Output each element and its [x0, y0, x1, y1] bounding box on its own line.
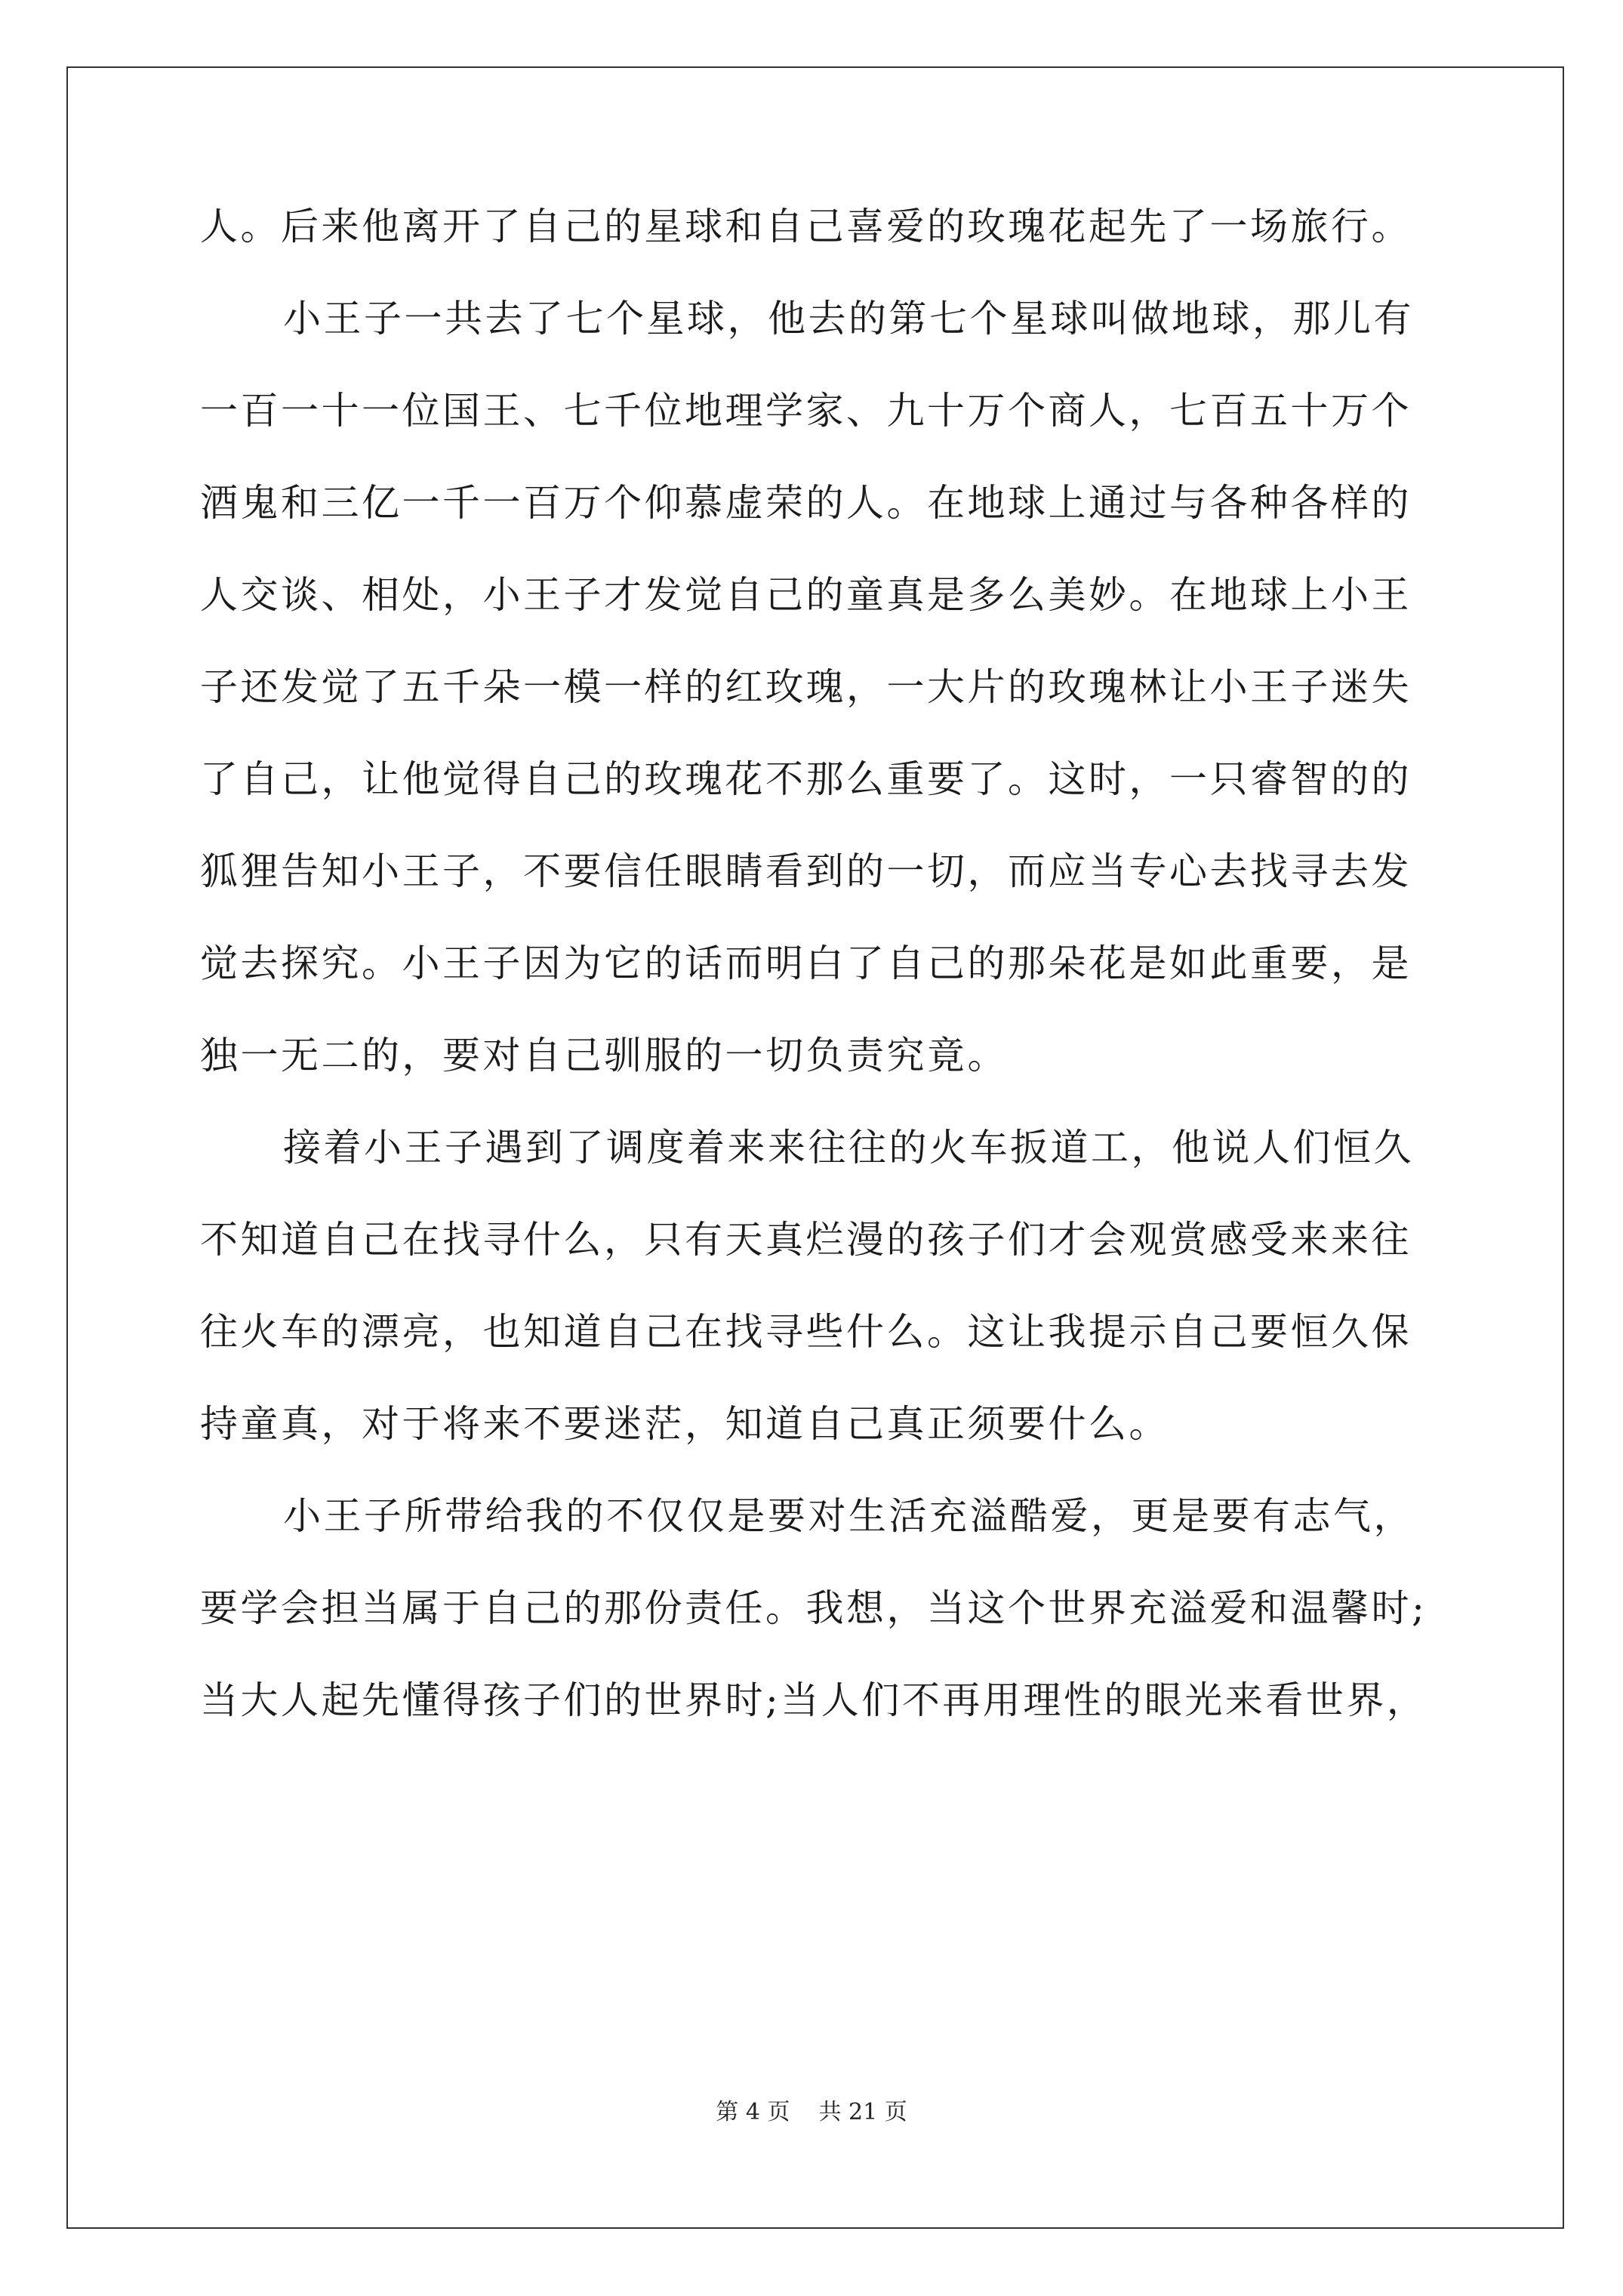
- text-line: 往火车的漂亮，也知道自己在找寻些什么。这让我提示自己要恒久保: [200, 1310, 1412, 1354]
- text-line: 要学会担当属于自己的那份责任。我想，当这个世界充溢爱和温馨时;: [200, 1586, 1427, 1630]
- text-line: 人。后来他离开了自己的星球和自己喜爱的玫瑰花起先了一场旅行。: [200, 205, 1412, 248]
- text-line: 人交谈、相处，小王子才发觉自己的童真是多么美妙。在地球上小王: [200, 573, 1412, 617]
- text-line: 小王子一共去了七个星球，他去的第七个星球叫做地球，那儿有: [283, 297, 1414, 341]
- total-pages: 共 21 页: [818, 2099, 907, 2125]
- text-line: 当大人起先懂得孩子们的世界时;当人们不再用理性的眼光来看世界，: [200, 1678, 1427, 1722]
- page-footer: [0, 2101, 1623, 2124]
- text-line: 持童真，对于将来不要迷茫，知道自己真正须要什么。: [200, 1402, 1169, 1446]
- text-line: 子还发觉了五千朵一模一样的红玫瑰，一大片的玫瑰林让小王子迷失: [200, 665, 1412, 709]
- text-line: 不知道自己在找寻什么，只有天真烂漫的孩子们才会观赏感受来来往: [200, 1218, 1412, 1262]
- text-line: 狐狸告知小王子，不要信任眼睛看到的一切，而应当专心去找寻去发: [200, 849, 1412, 893]
- text-line: 接着小王子遇到了调度着来来往往的火车扳道工，他说人们恒久: [283, 1126, 1414, 1170]
- document-body: [200, 205, 1438, 1774]
- text-line: 酒鬼和三亿一千一百万个仰慕虚荣的人。在地球上通过与各种各样的: [200, 481, 1412, 525]
- page-number: 第 4 页: [716, 2099, 790, 2125]
- text-line: 小王子所带给我的不仅仅是要对生活充溢酷爱，更是要有志气，: [283, 1494, 1414, 1538]
- text-line: 独一无二的，要对自己驯服的一切负责究竟。: [200, 1034, 1008, 1077]
- text-line: 觉去探究。小王子因为它的话而明白了自己的那朵花是如此重要，是: [200, 942, 1412, 985]
- text-line: 了自己，让他觉得自己的玫瑰花不那么重要了。这时，一只睿智的的: [200, 757, 1412, 801]
- text-line: 一百一十一位国王、七千位地理学家、九十万个商人，七百五十万个: [200, 389, 1412, 433]
